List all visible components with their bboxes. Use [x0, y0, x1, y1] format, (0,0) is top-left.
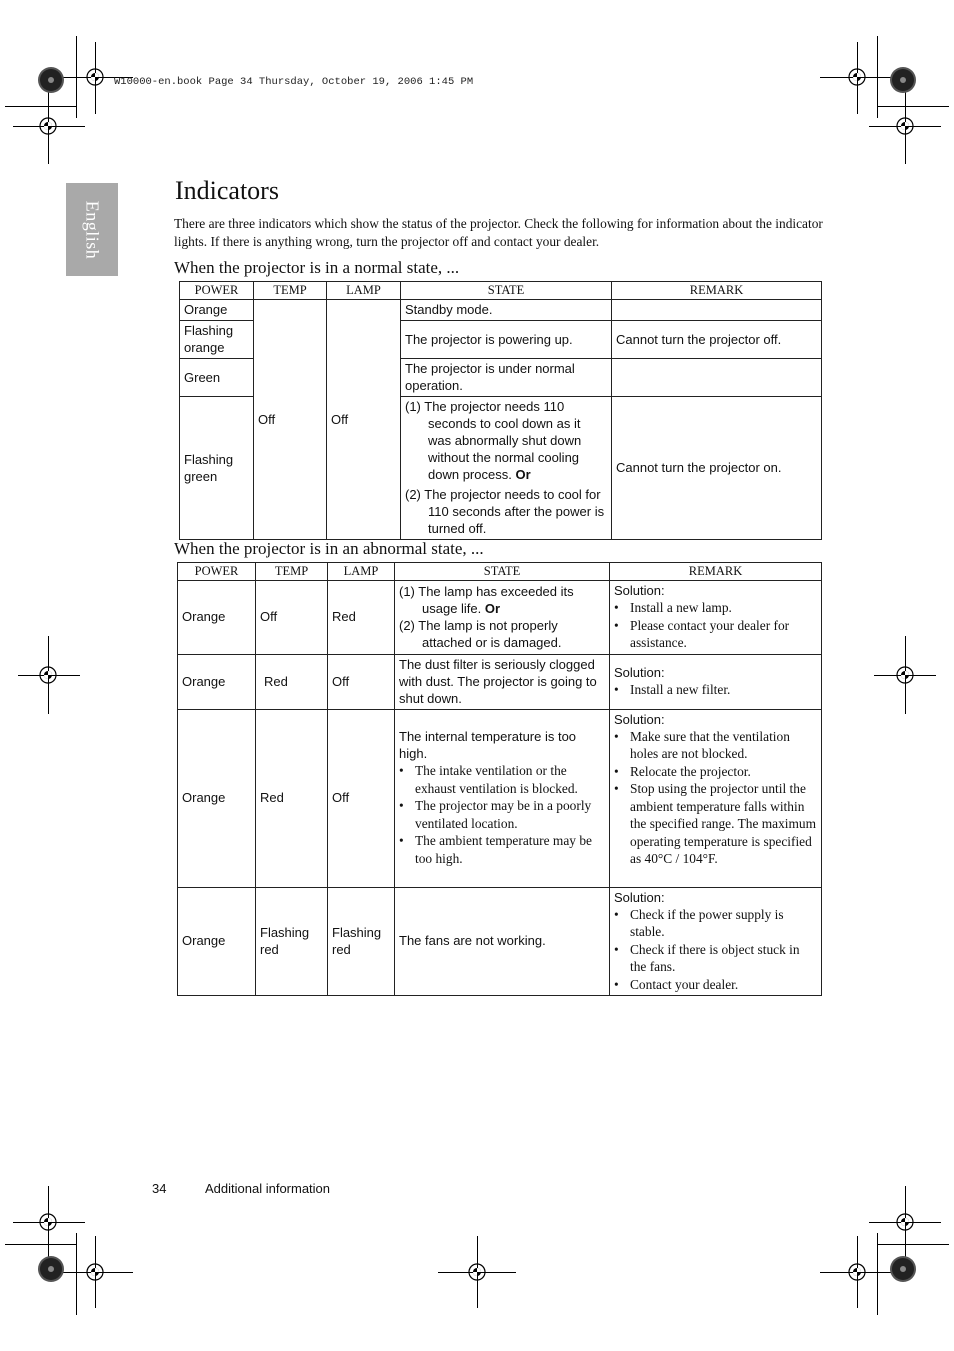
page-number: 34	[152, 1181, 167, 1196]
lamp-cell: Off	[328, 709, 395, 887]
state-cell	[401, 397, 612, 540]
state-line: (1) The projector needs 110 seconds to cool down as it was abnormally shut down without the normal cooling down process. Or	[405, 399, 582, 482]
intro-paragraph: There are three indicators which show the status of the projector. Check the following for information about the indicator lights. If there is anything wrong, turn the projector off and contact your dealer.	[174, 216, 823, 249]
lamp-cell: Flashing red	[328, 887, 395, 996]
state-line: (1) The lamp has exceeded its usage life. Or	[399, 583, 574, 616]
col-header-power: POWER	[178, 563, 256, 581]
state-bullet: • The intake ventilation or the exhaust ventilation is blocked.	[399, 762, 605, 797]
power-cell: Green	[180, 359, 254, 397]
remark-cell: Cannot turn the projector off.	[612, 321, 822, 359]
power-cell: Orange	[178, 581, 256, 655]
col-header-state: STATE	[395, 563, 610, 581]
temp-cell: Flashing red	[256, 887, 328, 996]
table-row	[178, 709, 822, 887]
temp-cell: Red	[256, 654, 328, 709]
solution-bullet: • Relocate the projector.	[614, 763, 817, 781]
power-cell: Orange	[180, 300, 254, 321]
remark-cell	[612, 300, 822, 321]
lamp-cell: Red	[328, 581, 395, 655]
remark-cell	[610, 887, 822, 996]
state-cell: The fans are not working.	[395, 887, 610, 996]
solution-bullet: • Install a new filter.	[614, 681, 817, 699]
table-header-row	[178, 563, 822, 581]
table-header-row	[180, 282, 822, 300]
table-row	[178, 887, 822, 996]
footer-section: Additional information	[205, 1181, 331, 1196]
solution-label: Solution:	[614, 583, 665, 598]
state-line: (2) The lamp is not properly attached or is damaged.	[399, 617, 562, 650]
print-header: W10000-en.book Page 34 Thursday, October 19, 2006 1:45 PM	[114, 76, 474, 88]
power-cell: Orange	[178, 709, 256, 887]
state-bullet: • The projector may be in a poorly ventilated location.	[399, 797, 605, 832]
state-bullet: • The ambient temperature may be too high.	[399, 832, 605, 867]
power-cell: Orange	[178, 654, 256, 709]
remark-cell: Cannot turn the projector on.	[612, 397, 822, 540]
remark-cell	[610, 709, 822, 887]
state-line: (2) The projector needs to cool for 110 seconds after the power is turned off.	[405, 487, 605, 536]
abnormal-state-table	[177, 562, 822, 996]
solution-label: Solution:	[614, 664, 665, 680]
table-row	[180, 300, 822, 321]
col-header-lamp: LAMP	[327, 282, 401, 300]
col-header-remark: REMARK	[610, 563, 822, 581]
temp-cell: Off	[254, 300, 327, 540]
solution-bullet: • Stop using the projector until the ambient temperature falls within the specified range. The maximum operating temperature is specified as 40°C / 104°F.	[614, 780, 817, 868]
side-tab-label: English	[82, 200, 103, 259]
col-header-state: STATE	[401, 282, 612, 300]
abnormal-state-heading: When the projector is in an abnormal state, ...	[174, 539, 484, 558]
lamp-cell: Off	[327, 300, 401, 540]
state-cell: The projector is under normal operation.	[401, 359, 612, 397]
col-header-temp: TEMP	[254, 282, 327, 300]
power-cell: Flashing green	[180, 397, 254, 540]
col-header-power: POWER	[180, 282, 254, 300]
normal-state-table	[179, 281, 822, 540]
solution-label: Solution:	[614, 889, 665, 905]
temp-cell: Off	[256, 581, 328, 655]
page-title: Indicators	[175, 176, 279, 205]
state-cell: Standby mode.	[401, 300, 612, 321]
col-header-temp: TEMP	[256, 563, 328, 581]
temp-cell: Red	[256, 709, 328, 887]
solution-bullet: • Please contact your dealer for assistance.	[614, 617, 817, 652]
normal-state-heading: When the projector is in a normal state, ...	[174, 258, 460, 277]
col-header-lamp: LAMP	[328, 563, 395, 581]
state-cell: The dust filter is seriously clogged with dust. The projector is going to shut down.	[395, 654, 610, 709]
solution-bullet: • Make sure that the ventilation holes are not blocked.	[614, 728, 817, 763]
remark-cell	[610, 581, 822, 655]
state-text: The internal temperature is too high.	[399, 729, 577, 761]
lamp-cell: Off	[328, 654, 395, 709]
col-header-remark: REMARK	[612, 282, 822, 300]
remark-cell	[612, 359, 822, 397]
table-row	[178, 654, 822, 709]
solution-bullet: • Check if the power supply is stable.	[614, 906, 817, 941]
remark-cell	[610, 654, 822, 709]
solution-bullet: • Check if there is object stuck in the fans.	[614, 941, 817, 976]
solution-bullet: • Install a new lamp.	[614, 599, 817, 617]
state-cell	[395, 709, 610, 887]
power-cell: Flashing orange	[180, 321, 254, 359]
solution-bullet: • Contact your dealer.	[614, 976, 817, 994]
language-side-tab	[66, 183, 118, 276]
solution-label: Solution:	[614, 711, 665, 727]
power-cell: Orange	[178, 887, 256, 996]
state-cell	[395, 581, 610, 655]
state-cell: The projector is powering up.	[401, 321, 612, 359]
table-row	[178, 581, 822, 655]
